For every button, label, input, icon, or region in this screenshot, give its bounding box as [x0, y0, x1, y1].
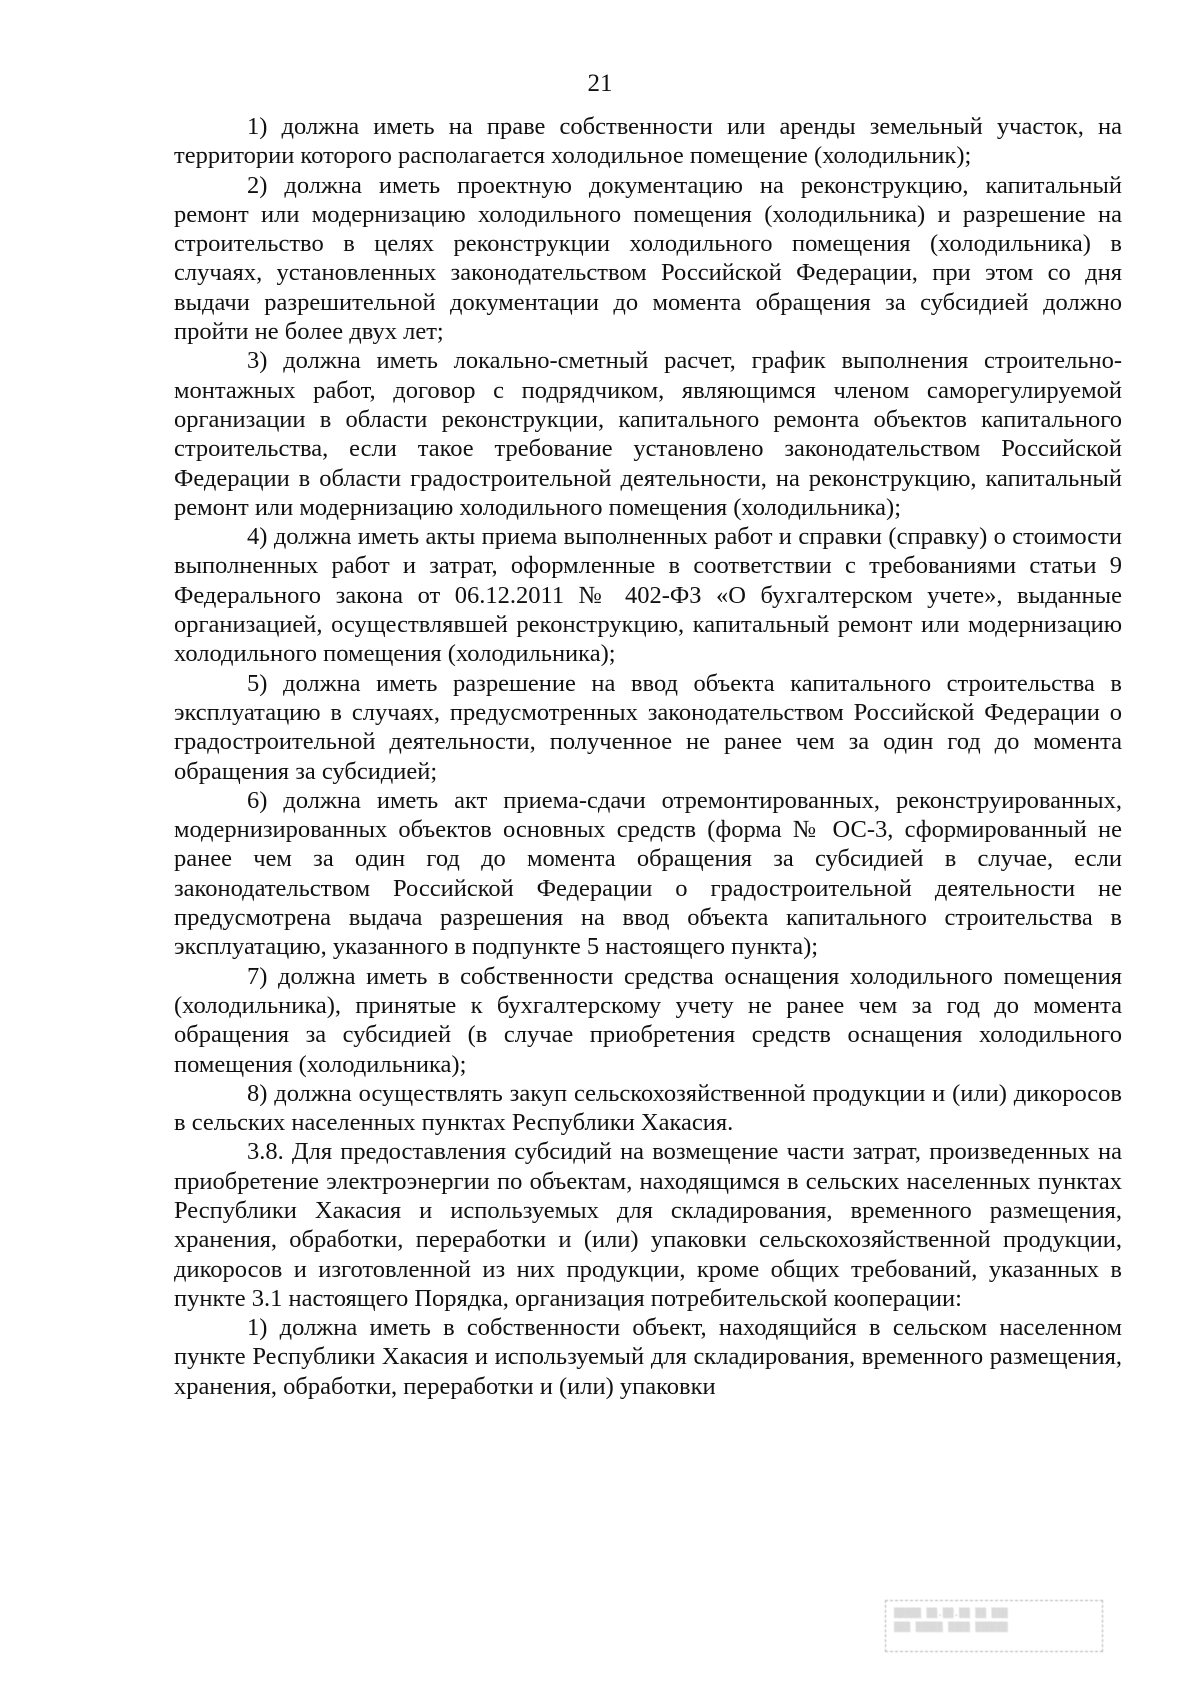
paragraph-item-4: 4) должна иметь акты приема выполненных работ и справки (справку) о стоимости выполненных работ и затрат, оформленные в соответствии с требованиями статьи 9 Федерального закона от 06.12.2011 № 402-ФЗ «О бухгалтерском учете», выданные организацией, осуществлявшей реконструкцию, капитальный ремонт или модернизацию холодильного помещения (холодильника); [174, 523, 1122, 668]
paragraph-item-5: 5) должна иметь разрешение на ввод объекта капитального строительства в эксплуатацию в случаях, предусмотренных законодательством Российской Федерации о градостроительной деятельности, полученное не ранее чем за один год до момента обращения за субсидией; [174, 669, 1122, 785]
faded-stamp: ▒▒▒▒▒ ▒▒.▒▒.▒▒ ▒▒ ▒▒▒ ▒▒▒ ▒▒▒▒▒ ▒▒▒▒ ▒▒▒▒▒▒ [885, 1600, 1103, 1652]
paragraph-item-1: 1) должна иметь на праве собственности или аренды земельный участок, на территории которого располагается холодильное помещение (холодильник); [174, 113, 1122, 170]
paragraph-item-2: 2) должна иметь проектную документацию на реконструкцию, капитальный ремонт или модернизацию холодильного помещения (холодильника) и разрешение на строительство в целях реконструкции холодильного помещения (холодильника) в случаях, установленных законодательством Российской Федерации, при этом со дня выдачи разрешительной документации до момента обращения за субсидией должно пройти не более двух лет; [174, 171, 1122, 346]
paragraph-item-7: 7) должна иметь в собственности средства оснащения холодильного помещения (холодильника), принятые к бухгалтерскому учету не ранее чем за год до момента обращения за субсидией (в случае приобретения средств оснащения холодильного помещения (холодильника); [174, 962, 1122, 1078]
paragraph-item-8: 8) должна осуществлять закуп сельскохозяйственной продукции и (или) дикоросов в сельских населенных пунктах Республики Хакасия. [174, 1079, 1122, 1137]
paragraph-item-3: 3) должна иметь локально-сметный расчет, график выполнения строительно-монтажных работ, договор с подрядчиком, являющимся членом саморегулируемой организации в области реконструкции, капитального ремонта объектов капитального строительства, если такое требование установлено законодательством Российской Федерации в области градостроительной деятельности, на реконструкцию, капитальный ремонт или модернизацию холодильного помещения (холодильника); [174, 347, 1122, 521]
page-number: 21 [587, 70, 613, 97]
paragraph-section-3-8: 3.8. Для предоставления субсидий на возмещение части затрат, произведенных на приобретение электроэнергии по объектам, находящимся в сельских населенных пунктах Республики Хакасия и используемых для складирования, временного размещения, хранения, обработки, переработки и (или) упаковки сельскохозяйственной продукции, дикоросов и изготовленной из них продукции, кроме общих требований, указанных в пункте 3.1 настоящего Порядка, организация потребительской кооперации: [174, 1138, 1122, 1312]
paragraph-item-6: 6) должна иметь акт приема-сдачи отремонтированных, реконструированных, модернизированных объектов основных средств (форма № ОС-3, сформированный не ранее чем за один год до момента обращения за субсидией в случае, если законодательством Российской Федерации о градостроительной деятельности не предусмотрена выдача разрешения на ввод объекта капитального строительства в эксплуатацию, указанного в подпункте 5 настоящего пункта); [174, 786, 1122, 961]
paragraph-item-3-8-1: 1) должна иметь в собственности объект, находящийся в сельском населенном пункте Республики Хакасия и используемый для складирования, временного размещения, хранения, обработки, переработки и (или) упаковки [174, 1314, 1122, 1400]
document-body [174, 112, 1122, 1401]
